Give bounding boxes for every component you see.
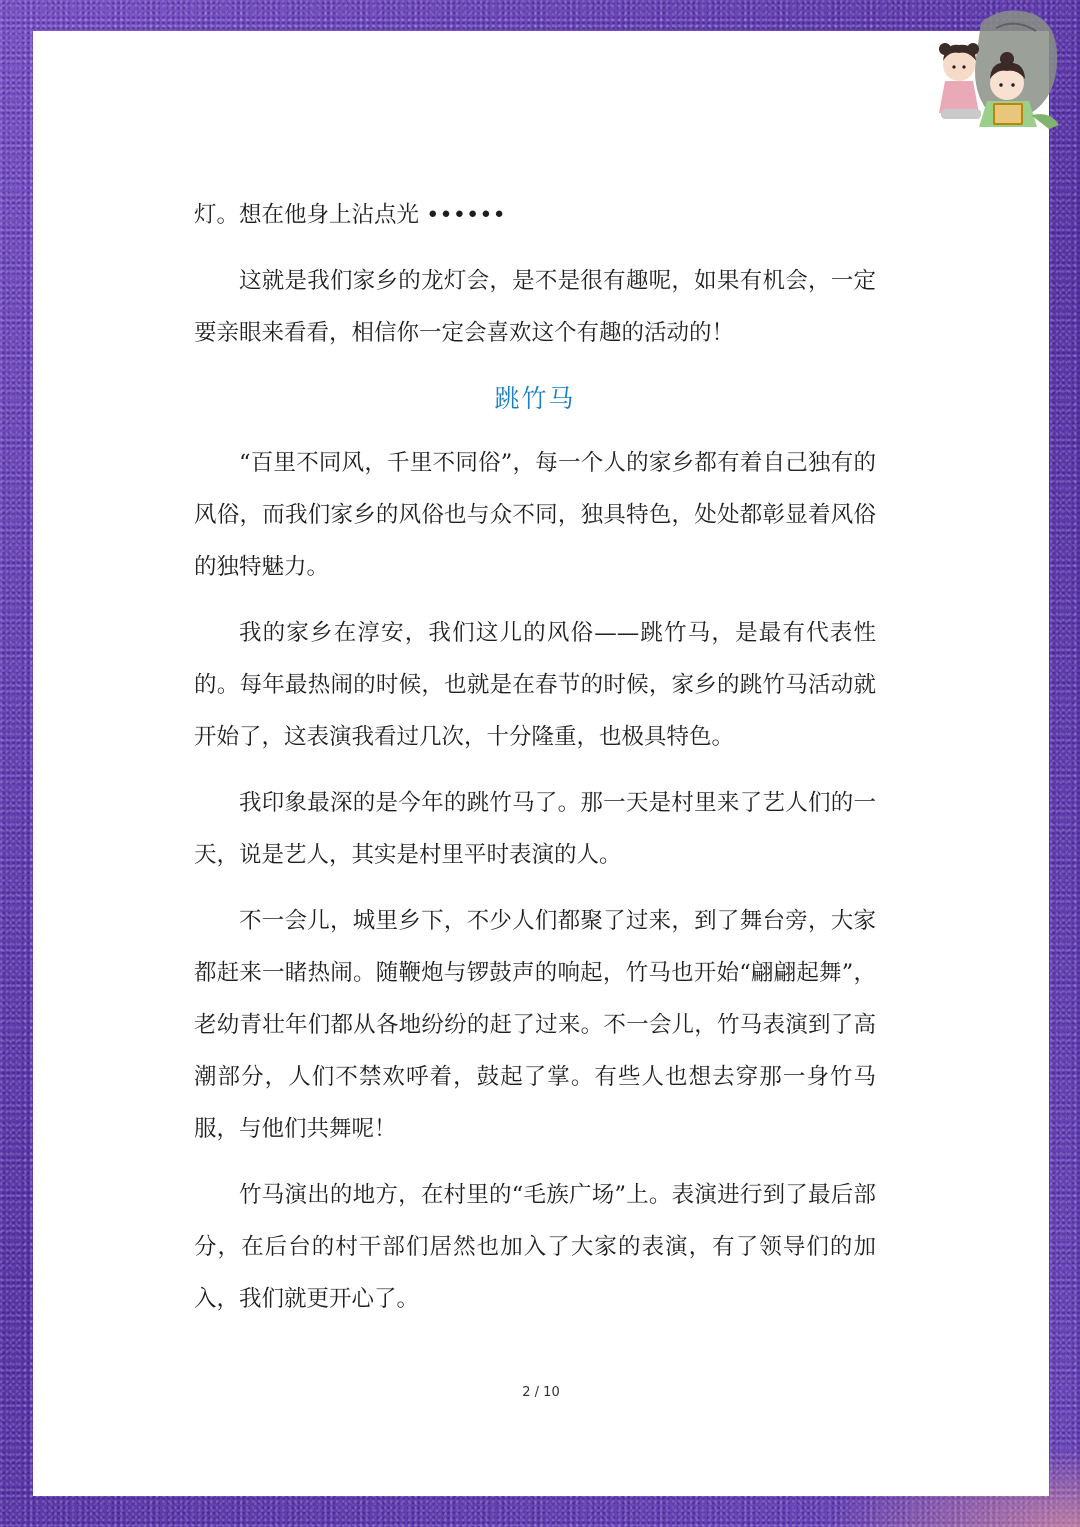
paragraph: 这就是我们家乡的龙灯会，是不是很有趣呢，如果有机会，一定要亲眼来看看，相信你一定会喜欢这个有趣的活动的！ <box>194 268 876 346</box>
paragraph: 不一会儿，城里乡下，不少人们都聚了过来，到了舞台旁，大家都赶来一睹热闹。随鞭炮与锣鼓声的响起，竹马也开始“翩翩起舞”，老幼青壮年们都从各地纷纷的赶了过来。不一会儿，竹马表演到了高潮部分，人们不禁欢呼着，鼓起了掌。有些人也想去穿那一身竹马服，与他们共舞呢！ <box>194 908 876 1142</box>
paragraph-continued: 灯。想在他身上沾点光 •••••• <box>194 202 506 228</box>
paragraph: 我印象最深的是今年的跳竹马了。那一天是村里来了艺人们的一天，说是艺人，其实是村里平时表演的人。 <box>194 790 876 868</box>
paragraph: “百里不同风，千里不同俗”，每一个人的家乡都有着自己独有的风俗，而我们家乡的风俗也与众不同，独具特色，处处都彰显着风俗的独特魅力。 <box>194 450 876 580</box>
section-title: 跳竹马 <box>494 384 576 413</box>
paragraph: 我的家乡在淳安，我们这儿的风俗——跳竹马，是最有代表性的。每年最热闹的时候，也就是在春节的时候，家乡的跳竹马活动就开始了，这表演我看过几次，十分隆重，也极具特色。 <box>194 620 876 750</box>
paragraph: 竹马演出的地方，在村里的“毛族广场”上。表演进行到了最后部分，在后台的村干部们居然也加入了大家的表演，有了领导们的加入，我们就更开心了。 <box>194 1182 876 1312</box>
reading-children-illustration <box>921 3 1061 153</box>
document-page <box>33 31 1049 1496</box>
document-body <box>194 189 876 1339</box>
page-number: 2 / 10 <box>522 1385 560 1400</box>
